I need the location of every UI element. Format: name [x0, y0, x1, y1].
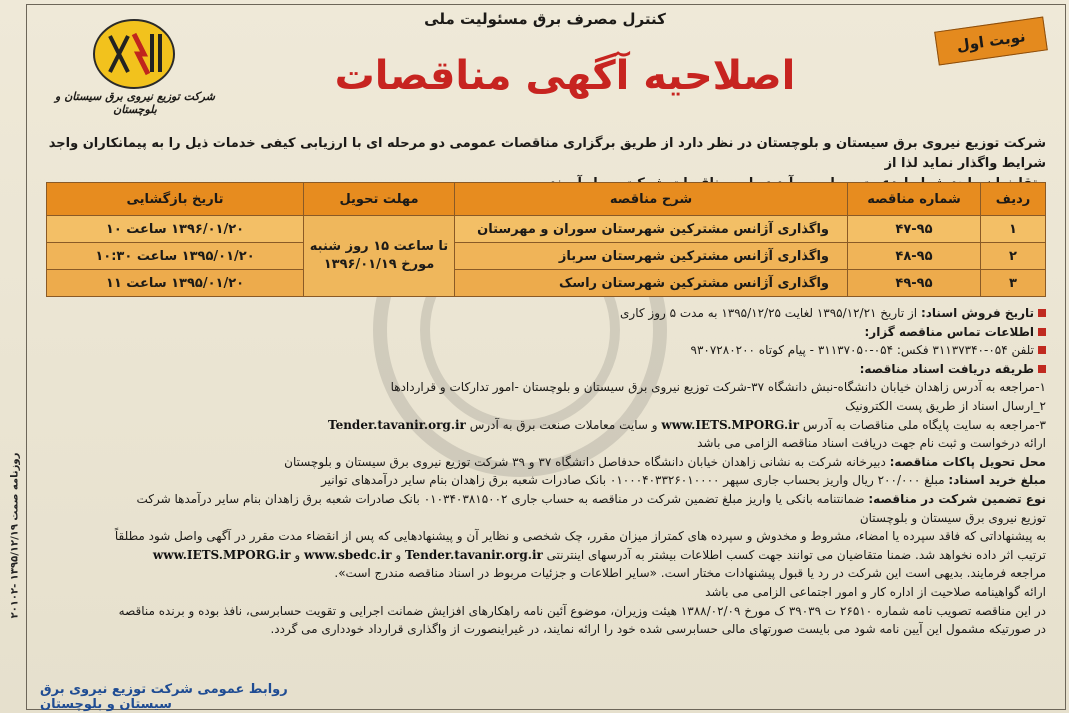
intro-line-1: شرکت توزیع نیروی برق سیستان و بلوچستان در نظر دارد از طریق برگزاری مناقصات عمومی دو مرحله ای با ارزیابی کیفی خدمات ذیل را به پیمانکاران واجد شرایط واگذار نماید لذا از	[48, 136, 1046, 171]
guarantee-label: نوع تضمین شرکت در مناقصه:	[868, 491, 1046, 506]
item3-middle: و سایت معاملات صنعت برق به آدرس	[469, 417, 658, 432]
opening-date-cell: ۱۳۹۵/۰۱/۲۰ ساعت ۱۰:۳۰	[47, 243, 304, 270]
conditions-line-2: ترتیب اثر داده نخواهد شد. ضمنا متقاضیان می توانند جهت کسب اطلاعات بیشتر به آدرسهای اینترنتی Tender.tavanir.org.ir و www.sbedc.ir و www.IETS.MPORG.ir	[152, 547, 1046, 562]
contact-line	[44, 341, 1046, 360]
tender-number-cell: ۴۹-۹۵	[848, 270, 981, 297]
deliver-text: دبیرخانه شرکت به نشانی زاهدان خیابان دانشگاه حدفاصل دانشگاه ۳۷ و ۳۹ شرکت توزیع نیروی برق سیستان و بلوچستان	[284, 454, 886, 469]
sale-date-label: تاریخ فروش اسناد:	[920, 306, 1034, 320]
table-row	[47, 216, 1046, 243]
contact-label: اطلاعات تماس مناقصه گزار:	[864, 324, 1034, 339]
row-number-cell: ۲	[981, 243, 1046, 270]
opening-date-cell: ۱۳۹۵/۰۱/۲۰ ساعت ۱۱	[47, 270, 304, 297]
tender-desc-cell: واگذاری آژانس مشترکین شهرستان سوران و مهرستان	[455, 216, 848, 243]
public-relations-footer: روابط عمومی شرکت توزیع نیروی برق سیستان و بلوچستان	[40, 682, 288, 712]
kicker-slogan: کنترل مصرف برق مسئولیت ملی	[424, 10, 666, 28]
col-desc-header: شرح مناقصه	[455, 183, 848, 216]
conditions-line-1: به پیشنهاداتی که فاقد سپرده یا امضاء، مشروط و مخدوش و سپرده های کمتراز میزان مقرر، چک شخصی و نظایر آن و پیشنهادهایی که پس از انقضاء مدت مقرر در آگهی واصل شود مطلقاً	[114, 529, 1046, 544]
contact-label-line	[44, 323, 1046, 342]
regulation-line-2: در صورتیکه مشمول این آیین نامه شود می بایست صورتهای مالی حسابرسی شده خود را ارائه نمایند، در غیراینصورت از واگذاری قرارداد خودداری می گردد.	[270, 622, 1046, 637]
ad-body	[44, 304, 1046, 639]
price-text: مبلغ ۲۰۰/۰۰۰ ریال واریز بحساب جاری سپهر ۰۱۰۰۰۴۰۳۳۲۶۰۱۰۰۰۰ بانک صادرات شعبه برق زاهدان بنام سایر درآمدهای توانیر	[321, 473, 945, 488]
vertical-newspaper-label: روزنامه صمت ۱۳۹۵/۱۲/۱۹ -۲۰۱۰۲	[9, 452, 21, 619]
tavanir-link-2[interactable]: Tender.tavanir.org.ir	[404, 547, 543, 562]
row-number-cell: ۳	[981, 270, 1046, 297]
sale-date-text: از تاریخ ۱۳۹۵/۱۲/۲۱ لغایت ۱۳۹۵/۱۲/۲۵ به مدت ۵ روز کاری	[620, 306, 918, 320]
table-row	[47, 243, 1046, 270]
guarantee-text: ضمانتنامه بانکی یا واریز مبلغ تضمین شرکت در مناقصه به حساب جاری ۰۱۰۳۴۰۳۸۱۵۰۰۲ بانک صادرات شعبه برق زاهدان بنام سایر درآمدها شرکت	[136, 491, 865, 506]
bullet-square-icon	[1038, 328, 1046, 336]
company-logo-icon	[88, 16, 180, 92]
regulation-line-1: در این مناقصه تصویب نامه شماره ۲۶۵۱۰ ت ۳۹۰۳۹ ک مورخ ۱۳۸۸/۰۲/۰۹ هیئت وزیران، موضوع آئین نامه راهکارهای افزایش ضمانت اجرایی و تقویت حسابرسی، نافذ بوده و برنده مناقصه	[118, 603, 1046, 618]
receive-note: ارائه درخواست و ثبت نام جهت دریافت اسناد مناقصه الزامی می باشد	[697, 436, 1046, 451]
guarantee-line-2: توزیع نیروی برق سیستان و بلوچستان	[859, 510, 1046, 525]
col-row-header: ردیف	[981, 183, 1046, 216]
certificate-line: ارائه گواهینامه صلاحیت از اداره کار و امور اجتماعی الزامی می باشد	[705, 584, 1046, 599]
price-label: مبلغ خرید اسناد:	[948, 473, 1046, 488]
iets-link[interactable]: www.IETS.MPORG.ir	[661, 417, 800, 432]
tender-desc-cell: واگذاری آژانس مشترکین شهرستان راسک	[455, 270, 848, 297]
col-delivery-header: مهلت تحویل	[304, 183, 455, 216]
row-number-cell: ۱	[981, 216, 1046, 243]
ad-title: اصلاحیه آگهی مناقصات	[334, 53, 796, 99]
deliver-label: محل تحویل پاکات مناقصه:	[889, 454, 1046, 469]
conditions-text: ترتیب اثر داده نخواهد شد. ضمنا متقاضیان می توانند جهت کسب اطلاعات بیشتر به آدرسهای اینترنتی	[546, 547, 1046, 562]
company-logo-text: شرکت توزیع نیروی برق سیستان و بلوچستان	[55, 90, 215, 116]
first-publication-badge: نوبت اول	[934, 17, 1048, 66]
receive-label-line	[44, 360, 1046, 379]
opening-date-cell: ۱۳۹۶/۰۱/۲۰ ساعت ۱۰	[47, 216, 304, 243]
receive-item-1: ۱-مراجعه به آدرس زاهدان خیابان دانشگاه-نبش دانشگاه ۳۷-شرکت توزیع نیروی برق سیستان و بلوچستان -امور تدارکات و قراردادها	[390, 380, 1046, 395]
bullet-square-icon	[1038, 346, 1046, 354]
tender-number-cell: ۴۸-۹۵	[848, 243, 981, 270]
price-line	[44, 471, 1046, 490]
sale-date-line	[44, 304, 1046, 323]
receive-item-3	[44, 416, 1046, 435]
delivery-line-1: تا ساعت ۱۵ روز شنبه	[309, 239, 449, 254]
col-number-header: شماره مناقصه	[848, 183, 981, 216]
tavanir-link[interactable]: Tender.tavanir.org.ir	[328, 417, 466, 432]
delivery-line-2: مورخ ۱۳۹۶/۰۱/۱۹	[323, 257, 435, 272]
guarantee-line	[44, 490, 1046, 509]
col-opening-header: تاریخ بازگشایی	[47, 183, 304, 216]
bullet-square-icon	[1038, 309, 1046, 317]
contact-text: تلفن ۰۵۴-۳۱۱۳۷۳۴۰ فکس: ۰۵۴-۳۱۱۳۷۰۵۰ - پیام کوتاه ۹۳۰۷۲۸۰۲۰۰	[690, 343, 1034, 358]
tender-table	[46, 182, 1046, 297]
table-header-row	[47, 183, 1046, 216]
item3-prefix: ۳-مراجعه به سایت پایگاه ملی مناقصات به آدرس	[802, 417, 1046, 432]
table-row	[47, 270, 1046, 297]
bullet-square-icon	[1038, 365, 1046, 373]
conditions-line-3: مراجعه فرمایند. بدیهی است این شرکت در رد یا قبول پیشنهادات مختار است. «سایر اطلاعات و جزئیات مربوط در اسناد مناقصه مندرج است».	[334, 566, 1046, 581]
iets-link-2[interactable]: www.IETS.MPORG.ir	[152, 547, 291, 562]
receive-item-2: ۲_ارسال اسناد از طریق پست الکترونیک	[845, 398, 1046, 413]
vertical-margin-note	[0, 380, 24, 710]
receive-label: طریقه دریافت اسناد مناقصه:	[859, 361, 1034, 376]
delivery-deadline-cell	[304, 216, 455, 297]
tender-number-cell: ۴۷-۹۵	[848, 216, 981, 243]
deliver-line	[44, 453, 1046, 472]
sbedc-link[interactable]: www.sbedc.ir	[304, 547, 392, 562]
tender-desc-cell: واگذاری آژانس مشترکین شهرستان سرباز	[455, 243, 848, 270]
